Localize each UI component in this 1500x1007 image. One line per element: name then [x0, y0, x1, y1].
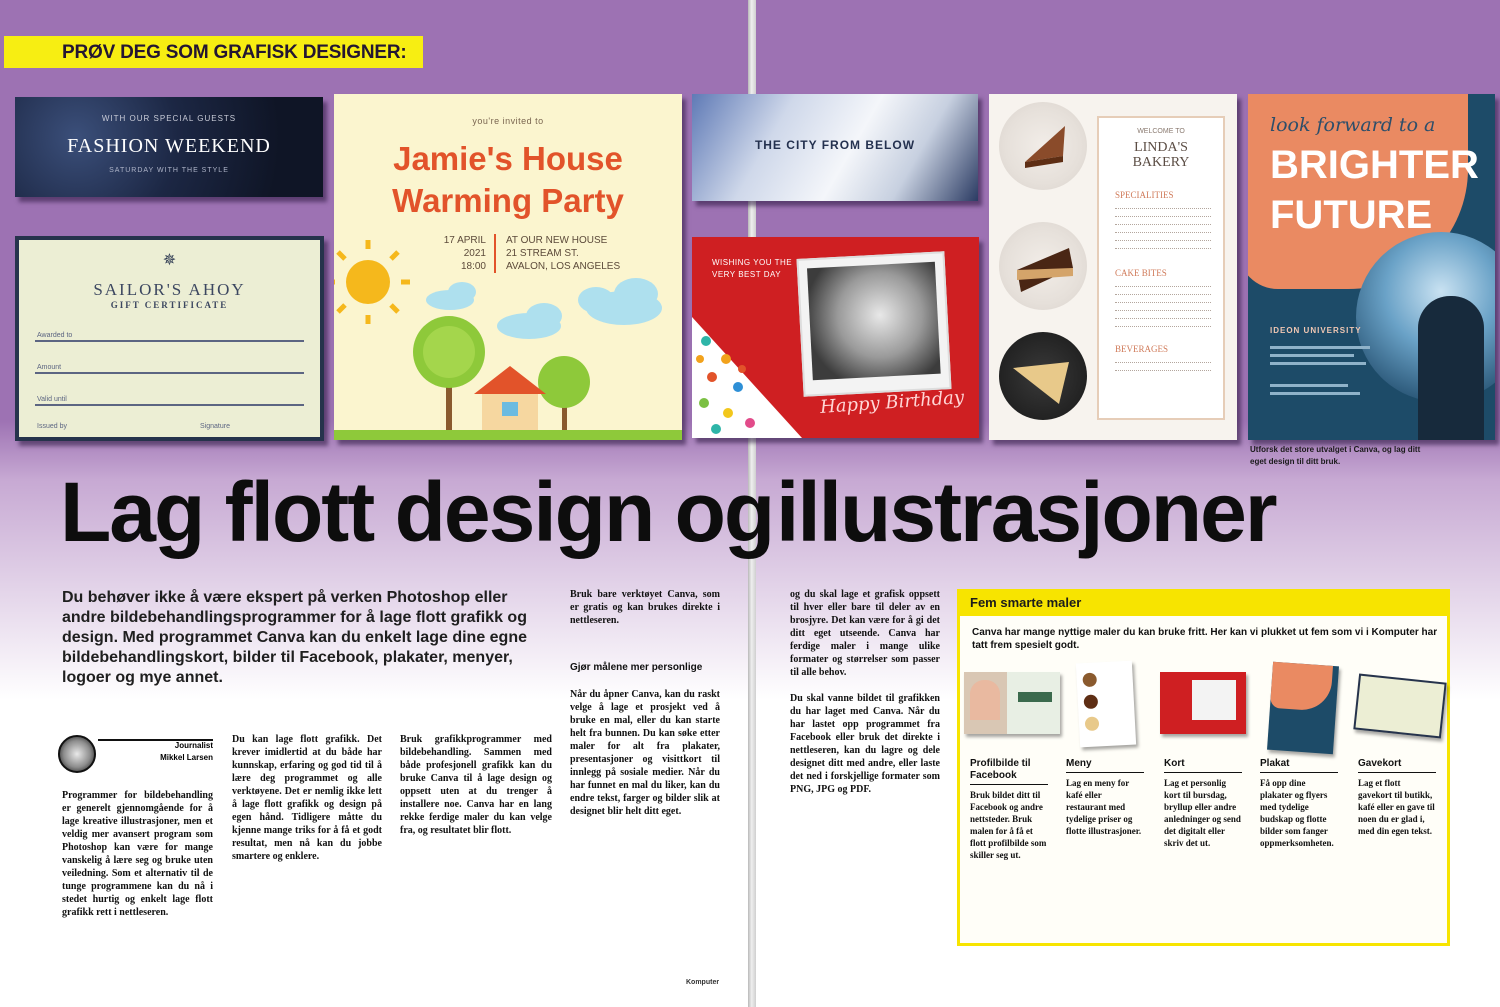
bakery-name: LINDA'S BAKERY: [1132, 140, 1190, 170]
certificate-field-label: Awarded to: [37, 332, 73, 339]
anchor-icon: ✵: [162, 252, 177, 269]
byline: [58, 733, 213, 777]
tips-box: [957, 589, 1450, 946]
city-title: THE CITY FROM BELOW: [754, 138, 916, 152]
tips-item-title: Meny: [1066, 758, 1144, 773]
fashion-title: FASHION WEEKEND: [67, 135, 271, 157]
tips-item: [1358, 758, 1436, 837]
party-address: AT OUR NEW HOUSE 21 STREAM ST. AVALON, LOS ANGELES: [506, 235, 621, 272]
birthday-small-text: WISHING YOU THE VERY BEST DAY: [712, 258, 793, 279]
gift-certificate-template: [15, 236, 324, 441]
image-caption: Utforsk det store utvalget i Canva, og lag ditt eget design til ditt bruk.: [1250, 445, 1421, 466]
certificate-field-label: Amount: [37, 364, 62, 371]
body-subheading: Gjør målene mer personlige: [570, 662, 703, 673]
grass: [334, 430, 682, 440]
certificate-field-label: Valid until: [37, 396, 67, 403]
cake-plate-image: [999, 222, 1087, 310]
body-column: Programmer for bildebehandling er generelt gjennomgående for å lage kreative illustrasjoner, men et veldig mer avansert program som Photoshop kan være for mange vanskelig å lære seg og bruke uten veiledning. Som et alternativ til de tunge programmene kan du nå i stedet hurtig og enkelt lage flott grafikk rett i nettleseren.: [62, 790, 213, 918]
tips-box-intro: Canva har mange nyttige maler du kan bruke fritt. Her kan vi plukket ut fem som vi i Komputer har tatt frem spesielt godt.: [972, 627, 1438, 651]
body-column: Når du åpner Canva, kan du raskt velge å lage et prosjekt ved å bruke en mal, eller du kan starte helt fra bunnen. Du kan søke etter maler for alt fra plakater, presentasjoner og visittkort til innlegg på sosiale medier. Når du har funnet en mal du liker, kan du endre tekst, farger og bilder slik at designet blir helt ditt eget.: [570, 689, 720, 817]
menu-section: BEVERAGES: [1115, 344, 1169, 354]
section-tag: PRØV DEG SOM GRAFISK DESIGNER:: [4, 36, 423, 68]
birthday-card-template: [692, 237, 979, 438]
party-date: 17 APRIL 2021 18:00: [400, 234, 496, 273]
certificate-line: [35, 368, 304, 374]
fashion-weekend-template: [15, 97, 323, 197]
menu-section: SPECIALITIES: [1115, 190, 1174, 200]
author-role: Journalist: [174, 741, 213, 750]
certificate-sign-left: Issued by: [37, 423, 67, 430]
headline-right: illustrasjoner: [776, 465, 1276, 559]
poster-lead: look forward to a: [1270, 114, 1436, 136]
body-column: Bruk bare verktøyet Canva, som er gratis og kan brukes direkte i nettleseren.: [570, 589, 720, 626]
bakery-menu-page: [1097, 116, 1225, 420]
fashion-top-text: WITH OUR SPECIAL GUESTS: [101, 114, 237, 123]
body-column: Du kan lage flott grafikk. Det krever imidlertid at du både har kunnskap, erfaring og god tid til å lære deg programmet og alle verktøyene. Det er nemlig ikke lett å lage flott grafikk og design på egen hånd. Tidligere måtte du kjenne mange triks for å få et godt resultat, men nå kan du jobbe smartere og enklere.: [232, 734, 382, 862]
brighter-future-poster: [1248, 94, 1495, 440]
birthday-photo: [796, 251, 951, 397]
party-title-line: Warming Party: [392, 182, 624, 219]
tips-item: [970, 758, 1048, 861]
gift-card-thumb: [1353, 674, 1446, 739]
tips-item-title: Gavekort: [1358, 758, 1436, 773]
party-title-line: Jamie's House: [393, 140, 623, 177]
poster-title-line: FUTURE: [1270, 193, 1433, 237]
cake-plate-image: [999, 102, 1087, 190]
menu-section: CAKE BITES: [1115, 268, 1167, 278]
certificate-line: [35, 336, 304, 342]
menu-thumb: [1076, 661, 1136, 748]
poster-title-line: BRIGHTER: [1270, 143, 1479, 187]
house-icon: [474, 366, 546, 434]
tips-item-text: Få opp dine plakater og flyers med tydelige budskap og flotte bilder som fanger oppmerksomheten.: [1260, 778, 1334, 848]
certificate-subtitle: GIFT CERTIFICATE: [110, 300, 229, 310]
tips-item-title: Kort: [1164, 758, 1242, 773]
tips-item: [1260, 758, 1338, 849]
tips-item-text: Bruk bildet ditt til Facebook og andre nettsteder. Bruk malen for å få et flott profilbilde som skiller seg ut.: [970, 790, 1047, 860]
poster-thumb: [1267, 662, 1339, 754]
tips-item: [1066, 758, 1144, 837]
tips-item-title: Plakat: [1260, 758, 1338, 773]
birthday-greeting: Happy Birthday: [819, 386, 965, 419]
card-thumb: [1160, 672, 1246, 734]
bakery-menu-template: [989, 94, 1237, 440]
tips-box-title: Fem smarte maler: [960, 592, 1447, 616]
headline-left: Lag flott design og: [60, 465, 774, 559]
poster-title: [1270, 140, 1479, 240]
tips-item-text: Lag et flott gavekort til butikk, kafé eller en gave til noen du er glad i, med din egen tekst.: [1358, 778, 1435, 836]
author-name: Mikkel Larsen: [160, 753, 213, 762]
certificate-title: SAILOR'S AHOY: [93, 280, 246, 299]
body-column: Bruk grafikkprogrammer med bildebehandling. Sammen med både profesjonell grafikk kan du bruke Canva til å lage design og oppsett uten at du trenger å installere noe. Canva har en lang rekke ferdige maler du kan velge fra, og resultatet blir flott.: [400, 734, 552, 836]
house-warming-template: [334, 94, 682, 440]
certificate-line: [35, 400, 304, 406]
cake-plate-image: [999, 332, 1087, 420]
tips-item-text: Lag et personlig kort til bursdag, bryllup eller andre anledninger og send det digitalt eller skriv det ut.: [1164, 778, 1241, 848]
body-column: og du skal lage et grafisk oppsett til hver eller bare til deler av en brosjyre. Det kan være for å gi det ditt eget utseende. Canva har ferdige maler i mange ulike formater og størrelser som passer til alle behov. Du skal vanne bildet til grafikken du har laget med Canva. Når du har lastet opp programmet fra Facebook eller bruk det direkte i nettleseren, kan du lagre og dele designet ditt med andre, eller laste det ned i forskjellige formater som PNG, JPG og PDF.: [790, 589, 940, 795]
poster-person: [1418, 296, 1484, 440]
page-folio: Komputer: [686, 979, 720, 986]
bakery-welcome: WELCOME TO: [1137, 128, 1185, 135]
sun-icon: [334, 240, 410, 324]
author-avatar: [58, 735, 96, 773]
fashion-bottom-text: SATURDAY WITH THE STYLE: [109, 167, 229, 174]
tips-item-text: Lag en meny for kafé eller restaurant med tydelige priser og flotte illustrasjoner.: [1066, 778, 1142, 836]
tips-item: [1164, 758, 1242, 849]
house-illustration: [334, 94, 682, 440]
certificate-sign-right: Signature: [200, 423, 230, 430]
profile-thumb: [964, 672, 1060, 734]
ingress: Du behøver ikke å være ekspert på verken Photoshop eller andre bildebehandlingsprogrammer for å lage flott grafikk og design. Med programmet Canva kan du enkelt lage dine egne bildebehandlingskort, bilder til Facebook, plakater, menyer, logoer og mye annet.: [62, 589, 527, 686]
city-banner-template: [692, 94, 978, 201]
tips-item-title: Profilbilde til Facebook: [970, 758, 1048, 785]
invite-text: you're invited to: [472, 116, 544, 126]
poster-org: IDEON UNIVERSITY: [1270, 326, 1362, 335]
